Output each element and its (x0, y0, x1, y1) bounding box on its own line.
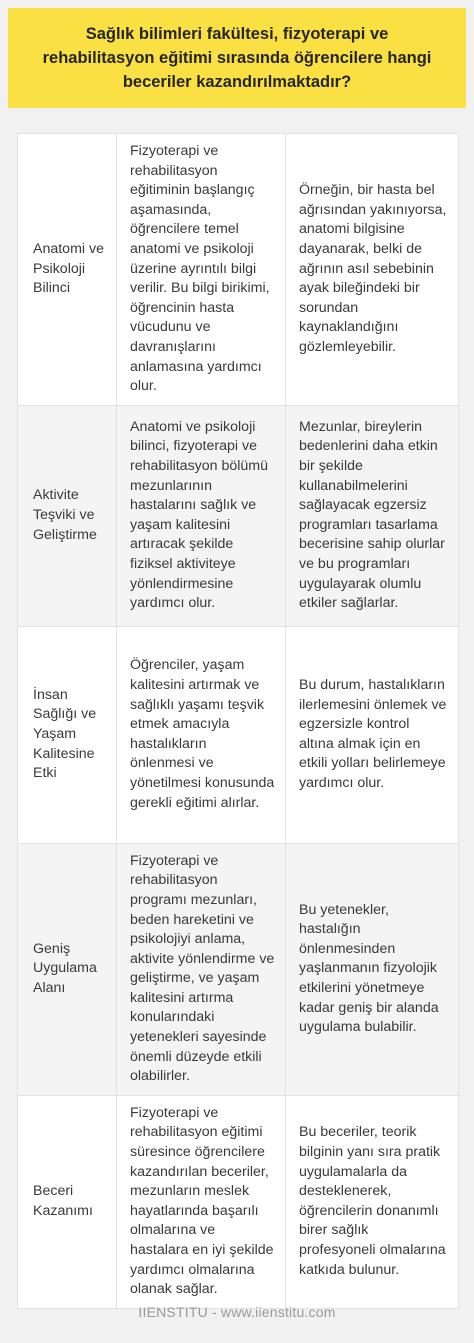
table-row (18, 843, 459, 1095)
topic-cell: Anatomi ve Psikoloji Bilinci (18, 134, 117, 406)
topic-cell: İnsan Sağlığı ve Yaşam Kalitesine Etki (18, 626, 117, 843)
example-cell: Örneğin, bir hasta bel ağrısından yakınıyorsa, anatomi bilgisine dayanarak, belki de ağrının asıl sebebinin ayak bileğindeki bir sorundan kaynaklandığını gözlemleyebilir. (286, 134, 459, 406)
example-cell: Mezunlar, bireylerin bedenlerini daha etkin bir şekilde kullanabilmelerini sağlayacak egzersiz programları tasarlama becerisine sahip olurlar ve bu programları uygulayarak olumlu etkiler sağlarlar. (286, 405, 459, 626)
table-row (18, 626, 459, 843)
description-cell: Fizyoterapi ve rehabilitasyon eğitiminin başlangıç aşamasında, öğrencilere temel anatomi ve psikoloji üzerine ayrıntılı bilgi verilir. Bu bilgi birikimi, öğrencinin hasta vücudunu ve davranışlarını anlamasına yardımcı olur. (117, 134, 286, 406)
example-cell: Bu yetenekler, hastalığın önlenmesinden yaşlanmanın fizyolojik etkilerini yönetmeye kadar geniş bir alanda uygulama bulabilir. (286, 843, 459, 1095)
table-row (18, 134, 459, 406)
description-cell: Fizyoterapi ve rehabilitasyon eğitimi süresince öğrencilere kazandırılan beceriler, mezunların meslek hayatlarında başarılı olmalarına ve hastalara en iyi şekilde yardımcı olmalarına olanak sağlar. (117, 1095, 286, 1308)
table-row (18, 405, 459, 626)
description-cell: Anatomi ve psikoloji bilinci, fizyoterapi ve rehabilitasyon bölümü mezunlarının hastalarını sağlık ve yaşam kalitesini artıracak şekilde fiziksel aktiviteye yönlendirmesine yardımcı olur. (117, 405, 286, 626)
example-cell: Bu durum, hastalıkların ilerlemesini önlemek ve egzersizle kontrol altına almak için en etkili yolları belirlemeye yardımcı olur. (286, 626, 459, 843)
example-cell: Bu beceriler, teorik bilginin yanı sıra pratik uygulamalarla da desteklenerek, öğrencilerin donanımlı birer sağlık profesyoneli olmalarına katkıda bulunur. (286, 1095, 459, 1308)
page-title: Sağlık bilimleri fakültesi, fizyoterapi ve rehabilitasyon eğitimi sırasında öğrencilere hangi beceriler kazandırılmaktadır? (42, 25, 432, 91)
footer-credit: IIENSTITU - www.iienstitu.com (138, 1304, 336, 1320)
skills-table (17, 133, 459, 1309)
table-row (18, 1095, 459, 1308)
topic-cell: Aktivite Teşviki ve Geliştirme (18, 405, 117, 626)
title-banner (8, 8, 466, 108)
description-cell: Öğrenciler, yaşam kalitesini artırmak ve sağlıklı yaşamı teşvik etmek amacıyla hastalıkların önlenmesi ve yönetilmesi konusunda gerekli eğitimi alırlar. (117, 626, 286, 843)
description-cell: Fizyoterapi ve rehabilitasyon programı mezunları, beden hareketini ve psikolojiyi anlama, aktivite yönlendirme ve geliştirme, ve yaşam kalitesini artırma konularındaki yetenekleri sayesinde önemli düzeyde etkili olabilirler. (117, 843, 286, 1095)
topic-cell: Geniş Uygulama Alanı (18, 843, 117, 1095)
topic-cell: Beceri Kazanımı (18, 1095, 117, 1308)
